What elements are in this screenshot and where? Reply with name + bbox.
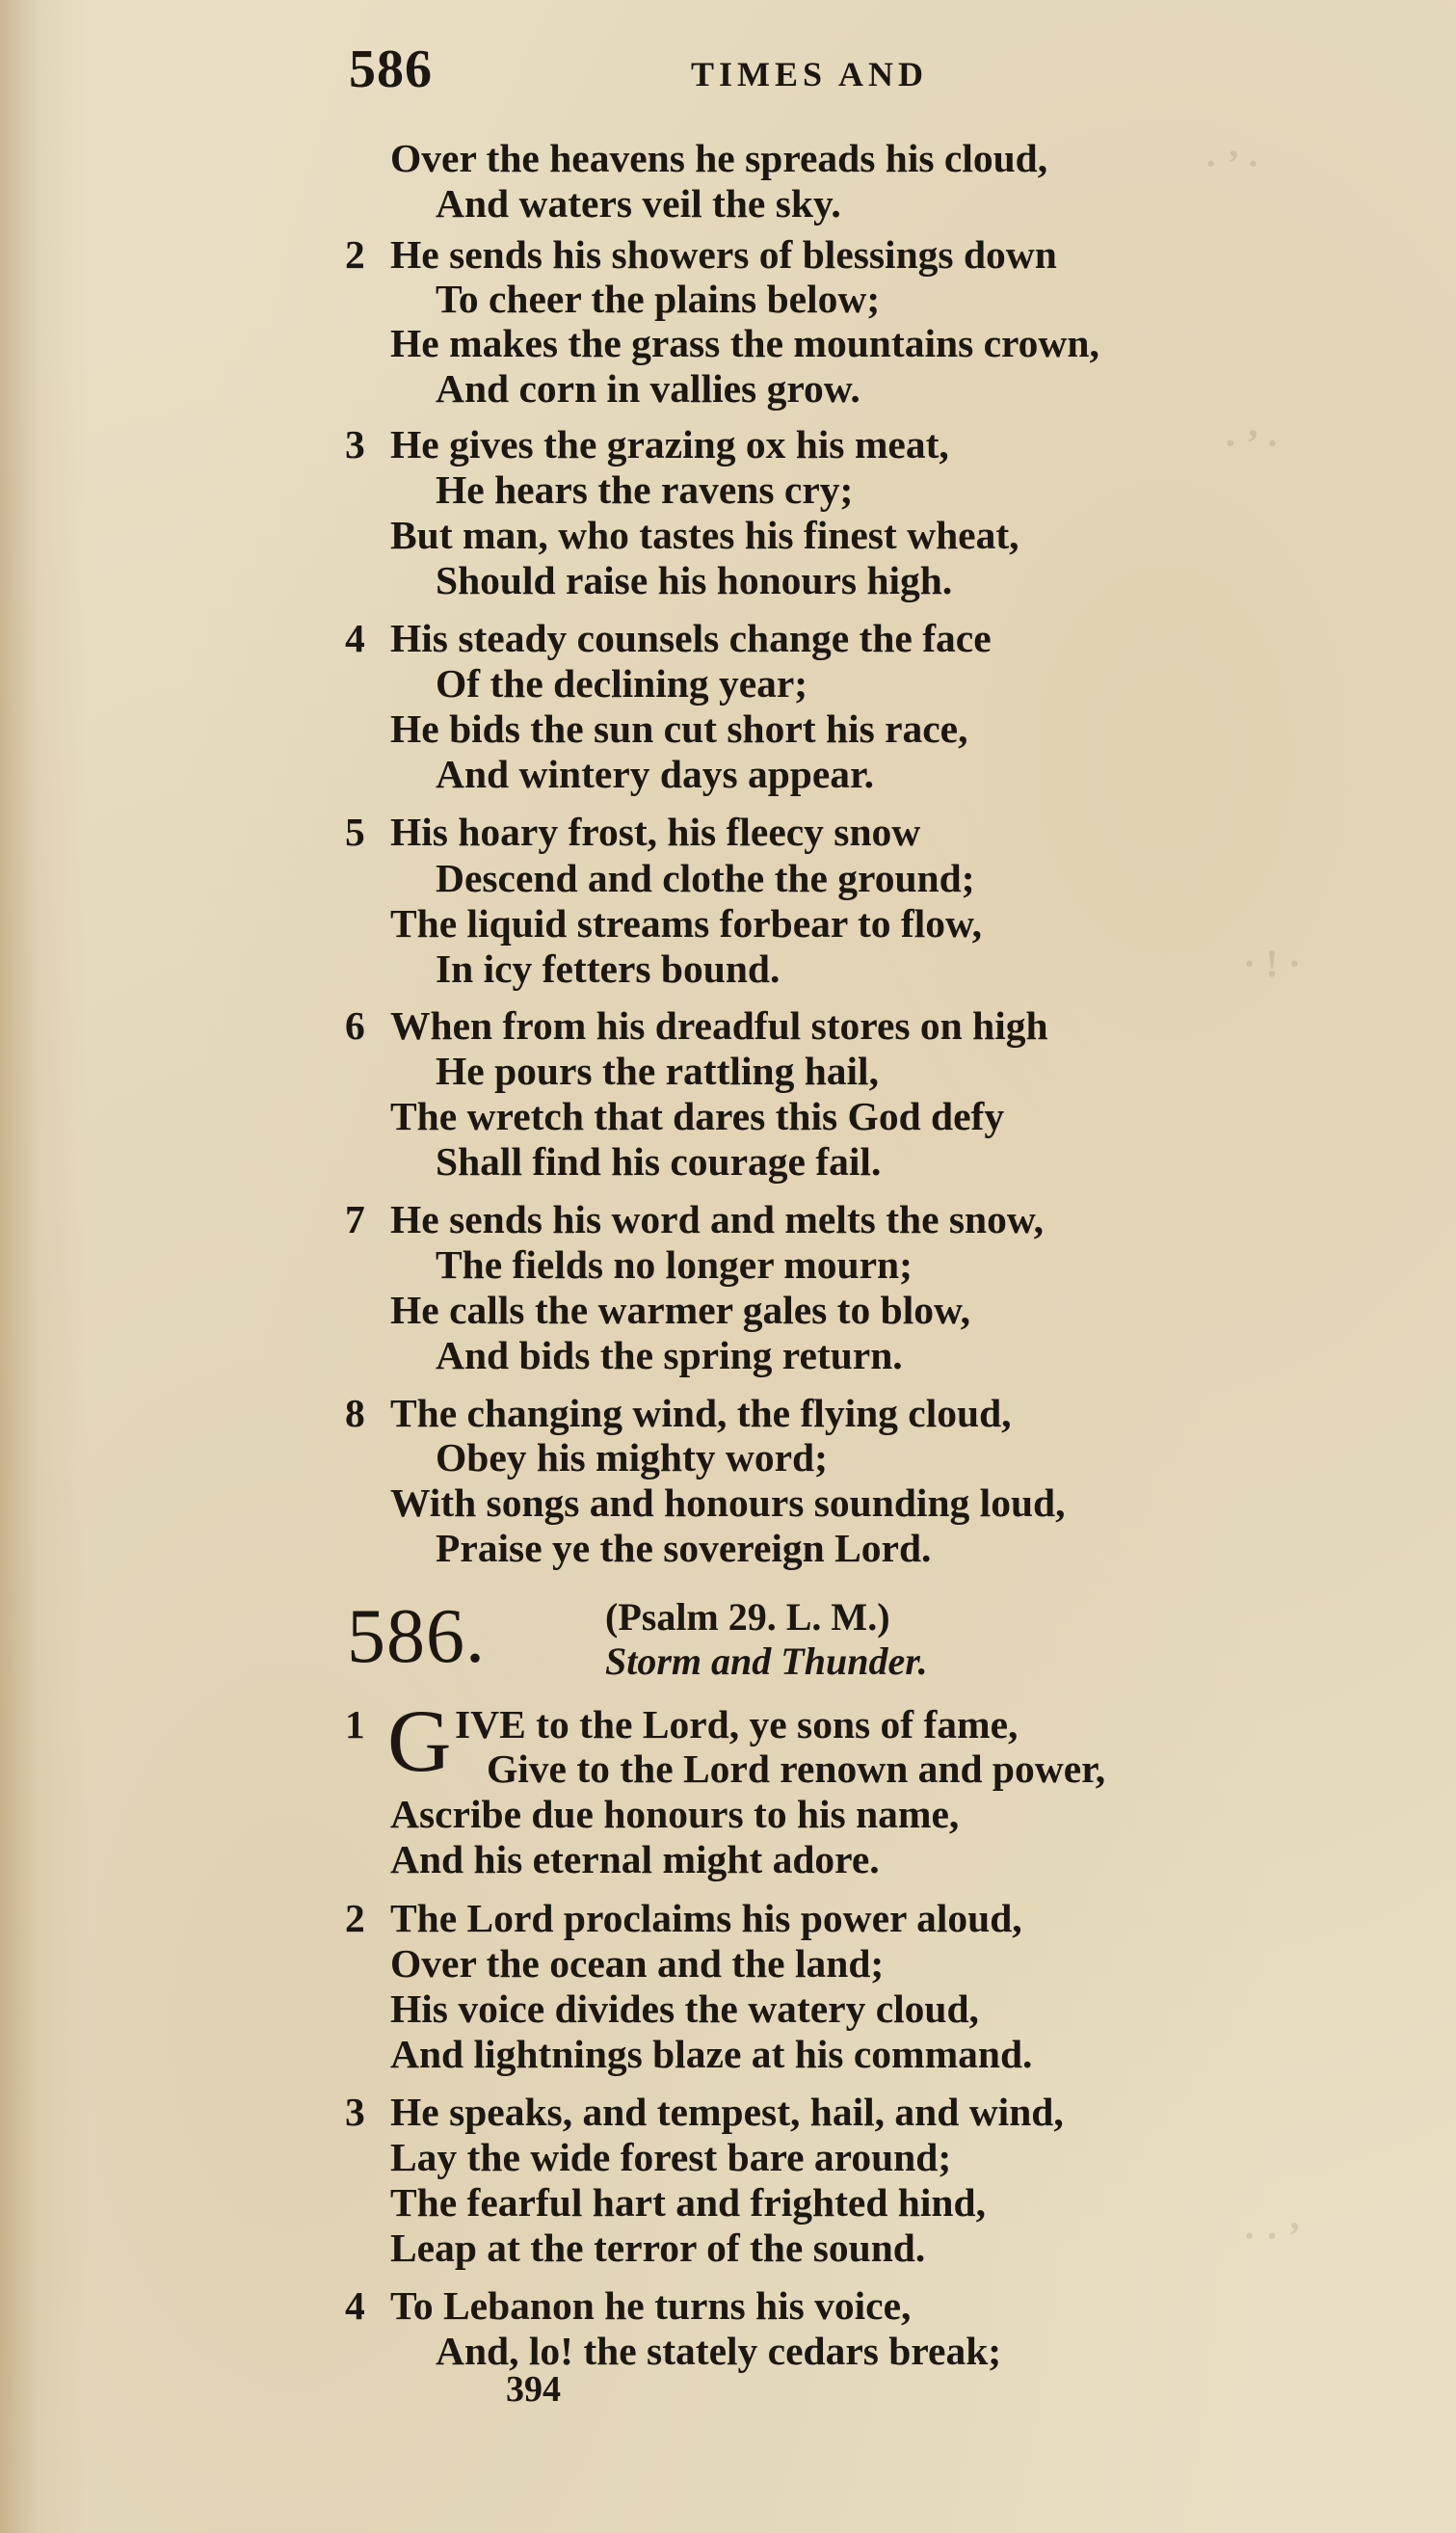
verse-line: Over the ocean and the land; — [390, 1941, 885, 1986]
verse-line: And lightnings blaze at his command. — [390, 2032, 1033, 2076]
verse-number: 7 — [345, 1197, 365, 1241]
verse-line: He gives the grazing ox his meat, — [390, 422, 949, 467]
verse-line: And bids the spring return. — [436, 1333, 903, 1377]
page-header — [349, 39, 1023, 106]
verse-line: To cheer the plains below; — [436, 277, 881, 321]
verse-line: The fearful hart and frighted hind, — [390, 2180, 986, 2225]
drop-cap: G — [387, 1692, 452, 1790]
show-through-marks: · ’ · — [1205, 142, 1260, 185]
page-number: 586 — [349, 40, 433, 99]
verse-number: 4 — [345, 616, 365, 660]
verse-line: And wintery days appear. — [436, 752, 875, 796]
hymn-subject: Storm and Thunder. — [605, 1640, 928, 1683]
verse-line: Leap at the terror of the sound. — [390, 2226, 926, 2270]
verse-line: He speaks, and tempest, hail, and wind, — [390, 2090, 1064, 2134]
verse-line: With songs and honours sounding loud, — [390, 1480, 1066, 1525]
verse-line: Should raise his honours high. — [436, 558, 953, 602]
show-through-marks: · · ’ — [1243, 2214, 1301, 2257]
verse-line: IVE to the Lord, ye sons of fame, — [455, 1702, 1019, 1746]
signature-mark: 394 — [506, 2369, 561, 2410]
show-through-marks: · ’ · — [1224, 421, 1280, 465]
verse-line: To Lebanon he turns his voice, — [390, 2283, 912, 2328]
verse-line: His steady counsels change the face — [390, 616, 992, 660]
hymn-source: (Psalm 29. L. M.) — [605, 1595, 890, 1639]
verse-line: But man, who tastes his finest wheat, — [390, 513, 1019, 557]
verse-line: Over the heavens he spreads his cloud, — [390, 136, 1048, 180]
verse-line: He sends his word and melts the snow, — [390, 1197, 1044, 1241]
verse-number: 1 — [345, 1702, 365, 1746]
verse-line: Descend and clothe the ground; — [436, 856, 975, 900]
verse-line: The Lord proclaims his power aloud, — [390, 1896, 1022, 1940]
verse-line: Shall find his courage fail. — [436, 1139, 882, 1184]
verse-line: And his eternal might adore. — [390, 1837, 880, 1881]
verse-line: Praise ye the sovereign Lord. — [436, 1526, 932, 1570]
verse-line: The wretch that dares this God defy — [390, 1094, 1005, 1138]
verse-line: Ascribe due honours to his name, — [390, 1792, 960, 1836]
show-through-marks: · ! · — [1243, 942, 1301, 985]
verse-number: 3 — [345, 422, 365, 467]
verse-number: 5 — [345, 810, 365, 854]
verse-line: He sends his showers of blessings down — [390, 232, 1057, 277]
verse-line: The changing wind, the flying cloud, — [390, 1391, 1012, 1435]
verse-line: He bids the sun cut short his race, — [390, 707, 968, 751]
hymn-number: 586. — [347, 1594, 486, 1679]
running-title: TIMES AND — [691, 55, 929, 93]
verse-number: 4 — [345, 2283, 365, 2328]
verse-line: He makes the grass the mountains crown, — [390, 321, 1099, 365]
verse-number: 8 — [345, 1391, 365, 1435]
verse-number: 3 — [345, 2090, 365, 2134]
verse-line: Obey his mighty word; — [436, 1435, 828, 1480]
verse-number: 2 — [345, 1896, 365, 1940]
verse-line: When from his dreadful stores on high — [390, 1003, 1048, 1048]
verse-line: And corn in vallies grow. — [436, 366, 860, 411]
verse-line: His hoary frost, his fleecy snow — [390, 810, 921, 854]
verse-line: Lay the wide forest bare around; — [390, 2135, 952, 2179]
verse-line: And, lo! the stately cedars break; — [436, 2329, 1002, 2373]
verse-line: He calls the warmer gales to blow, — [390, 1288, 971, 1332]
verse-line: The liquid streams forbear to flow, — [390, 901, 983, 946]
verse-line: Of the declining year; — [436, 661, 808, 706]
verse-line: His voice divides the watery cloud, — [390, 1986, 979, 2031]
verse-line: And waters veil the sky. — [436, 181, 841, 226]
verse-line: He hears the ravens cry; — [436, 467, 854, 512]
verse-line: Give to the Lord renown and power, — [487, 1746, 1106, 1791]
verse-number: 2 — [345, 232, 365, 277]
verse-number: 6 — [345, 1003, 365, 1048]
verse-line: He pours the rattling hail, — [436, 1049, 879, 1093]
verse-line: The fields no longer mourn; — [436, 1242, 913, 1287]
verse-line: In icy fetters bound. — [436, 947, 781, 991]
